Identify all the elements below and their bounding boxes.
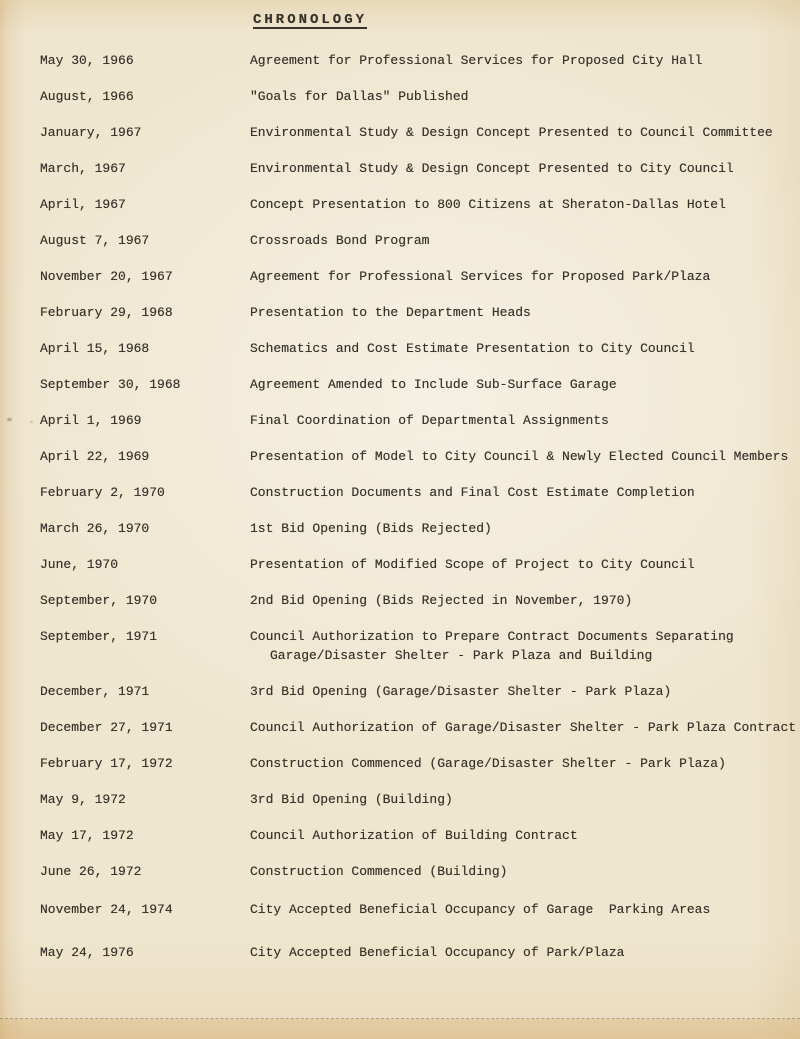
chronology-entry [40, 718, 797, 737]
entry-date: December 27, 1971 [40, 720, 173, 735]
entry-date: April 22, 1969 [40, 449, 150, 464]
entry-description [250, 943, 780, 962]
entry-description-line: Council Authorization of Garage/Disaster Shelter - Park Plaza Contract [250, 720, 797, 735]
entry-description-line: 3rd Bid Opening (Garage/Disaster Shelter - Park Plaza) [250, 684, 672, 699]
paper-speck [7, 418, 12, 421]
entry-description-line: Crossroads Bond Program [250, 233, 430, 248]
entry-date: December, 1971 [40, 684, 150, 699]
chronology-entry [40, 682, 780, 701]
entry-description-line: Council Authorization to Prepare Contract Documents Separating [250, 629, 734, 644]
entry-description [250, 447, 788, 466]
entry-description-line: 3rd Bid Opening (Building) [250, 792, 453, 807]
entry-date: September 30, 1968 [40, 377, 181, 392]
entry-description [250, 87, 780, 106]
entry-description-line: Schematics and Cost Estimate Presentation to City Council [250, 341, 695, 356]
chronology-entry [40, 51, 780, 70]
entry-description [250, 900, 780, 919]
entry-description [250, 754, 780, 773]
entry-date: February 29, 1968 [40, 305, 173, 320]
entry-description [250, 51, 780, 70]
chronology-entry [40, 591, 780, 610]
entry-description-line: Concept Presentation to 800 Citizens at Sheraton-Dallas Hotel [250, 197, 726, 212]
chronology-entry [40, 87, 780, 106]
entry-description-line: Final Coordination of Departmental Assignments [250, 413, 609, 428]
entry-date: June, 1970 [40, 557, 119, 572]
chronology-entry [40, 411, 780, 430]
chronology-entry [40, 195, 780, 214]
entry-description [250, 718, 796, 737]
chronology-entry [40, 159, 780, 178]
entry-description [250, 591, 780, 610]
chronology-entry [40, 267, 780, 286]
chronology-entry [40, 754, 780, 773]
entry-description-line: Council Authorization of Building Contract [250, 828, 578, 843]
entry-description-line: "Goals for Dallas" Published [250, 89, 469, 104]
chronology-entry [40, 375, 780, 394]
entry-date: June 26, 1972 [40, 864, 142, 879]
entry-description [250, 375, 780, 394]
entry-description [250, 519, 780, 538]
entry-description-line: 1st Bid Opening (Bids Rejected) [250, 521, 492, 536]
entry-description-line: Agreement for Professional Services for Proposed Park/Plaza [250, 269, 711, 284]
entry-date: February 17, 1972 [40, 756, 173, 771]
entry-description-line: Construction Commenced (Building) [250, 864, 508, 879]
chronology-entry [40, 555, 780, 574]
chronology-entry [40, 862, 780, 881]
entry-date: February 2, 1970 [40, 485, 165, 500]
entry-description [250, 790, 780, 809]
entry-description [250, 862, 780, 881]
entry-date: May 9, 1972 [40, 792, 126, 807]
entry-description-line: Agreement for Professional Services for Proposed City Hall [250, 53, 703, 68]
entry-description-line: Environmental Study & Design Concept Presented to City Council [250, 161, 734, 176]
chronology-entry [40, 790, 780, 809]
paper-speck [30, 421, 33, 423]
entry-description [250, 123, 780, 142]
page-title: CHRONOLOGY [253, 12, 368, 28]
chronology-entry [40, 900, 780, 919]
chronology-entry [40, 519, 780, 538]
entry-description-line: City Accepted Beneficial Occupancy of Garage Parking Areas [250, 902, 711, 917]
entry-description [250, 195, 780, 214]
entry-description [250, 303, 780, 322]
entry-description [250, 682, 780, 701]
entry-description-line: Agreement Amended to Include Sub-Surface Garage [250, 377, 617, 392]
entry-description [250, 159, 780, 178]
chronology-entry [40, 826, 780, 845]
entry-description-line: Construction Commenced (Garage/Disaster Shelter - Park Plaza) [250, 756, 726, 771]
paper-bottom-edge [0, 1019, 800, 1039]
entry-date: August 7, 1967 [40, 233, 150, 248]
entry-date: November 20, 1967 [40, 269, 173, 284]
entry-description-line: Presentation to the Department Heads [250, 305, 531, 320]
entry-date: March, 1967 [40, 161, 126, 176]
chronology-entry [40, 231, 780, 250]
entry-description-line: Construction Documents and Final Cost Estimate Completion [250, 485, 695, 500]
chronology-entry [40, 339, 780, 358]
entry-date: April 15, 1968 [40, 341, 150, 356]
entry-date: April, 1967 [40, 197, 126, 212]
entry-description [250, 627, 780, 665]
entry-date: August, 1966 [40, 89, 134, 104]
entry-date: September, 1971 [40, 629, 158, 644]
entry-description-line: Garage/Disaster Shelter - Park Plaza and Building [270, 648, 653, 663]
entry-description [250, 483, 780, 502]
chronology-entry [40, 627, 780, 665]
chronology-entry [40, 303, 780, 322]
chronology-entry [40, 447, 789, 466]
entry-date: May 24, 1976 [40, 945, 134, 960]
chronology-list [40, 51, 797, 979]
chronology-entry [40, 483, 780, 502]
chronology-entry [40, 943, 780, 962]
entry-date: April 1, 1969 [40, 413, 142, 428]
entry-description-line: 2nd Bid Opening (Bids Rejected in November, 1970) [250, 593, 633, 608]
entry-date: January, 1967 [40, 125, 142, 140]
entry-date: September, 1970 [40, 593, 158, 608]
chronology-entry [40, 123, 780, 142]
entry-description [250, 339, 780, 358]
entry-date: May 30, 1966 [40, 53, 134, 68]
entry-description-line: Presentation of Model to City Council & Newly Elected Council Members [250, 449, 789, 464]
entry-description-line: City Accepted Beneficial Occupancy of Park/Plaza [250, 945, 625, 960]
entry-date: March 26, 1970 [40, 521, 150, 536]
entry-description [250, 411, 780, 430]
entry-description [250, 826, 780, 845]
entry-date: May 17, 1972 [40, 828, 134, 843]
entry-description-line: Presentation of Modified Scope of Project to City Council [250, 557, 695, 572]
entry-description [250, 555, 780, 574]
entry-date: November 24, 1974 [40, 902, 173, 917]
entry-description-line: Environmental Study & Design Concept Presented to Council Committee [250, 125, 773, 140]
entry-description [250, 267, 780, 286]
entry-description [250, 231, 780, 250]
